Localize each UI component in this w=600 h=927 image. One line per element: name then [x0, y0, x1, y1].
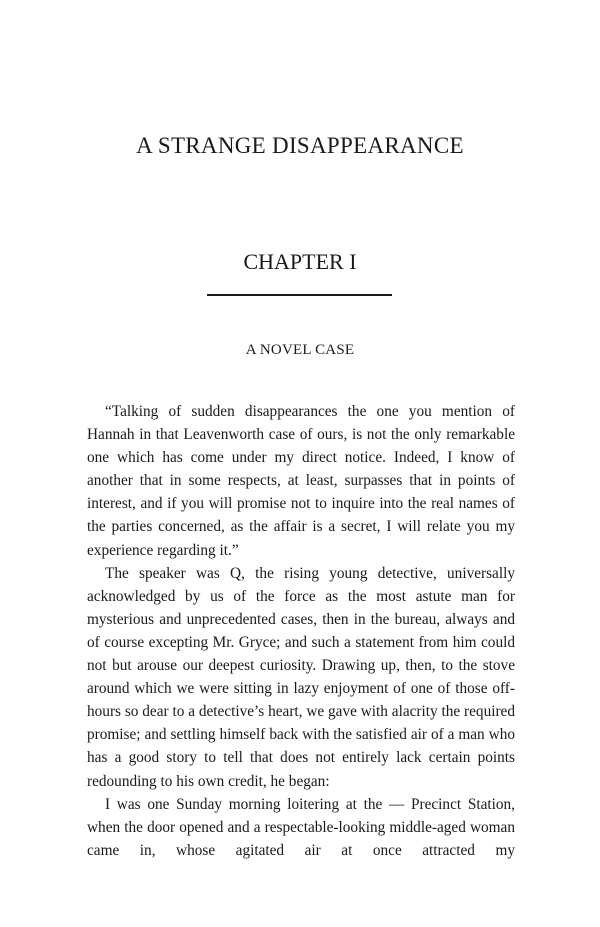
paragraph: The speaker was Q, the rising young detective, universally acknowledged by us of the force as the most astute man for mysterious and unprecedented cases, then in the bureau, always and of course excepting Mr. Gryce; and such a statement from him could not but arouse our deepest curiosity. Drawing up, then, to the stove around which we were sitting in lazy enjoyment of one of those off-hours so dear to a detective’s heart, we gave with alacrity the required promise; and settling himself back with the satisfied air of a man who has a good story to tell that does not entirely lack certain points redounding to his own credit, he began: — [87, 564, 515, 790]
book-title: A STRANGE DISAPPEARANCE — [136, 133, 464, 158]
paragraph: I was one Sunday morning loitering at the — Precinct Station, when the door opened and a respectable-looking middle-aged woman came in, whose agitated air at once attracted my — [87, 795, 515, 859]
chapter-divider — [207, 294, 392, 296]
chapter-body — [87, 400, 515, 862]
paragraph: “Talking of sudden disappearances the one you mention of Hannah in that Leavenworth case of ours, is not the only remarkable one which has come under my direct notice. Indeed, I know of another that in some respects, at least, surpasses that in points of interest, and if you will promise not to inquire into the real names of the parties concerned, as the affair is a secret, I will relate you my experience regarding it.” — [87, 403, 515, 559]
chapter-heading: CHAPTER I — [243, 249, 357, 274]
chapter-subtitle: A NOVEL CASE — [245, 342, 355, 358]
